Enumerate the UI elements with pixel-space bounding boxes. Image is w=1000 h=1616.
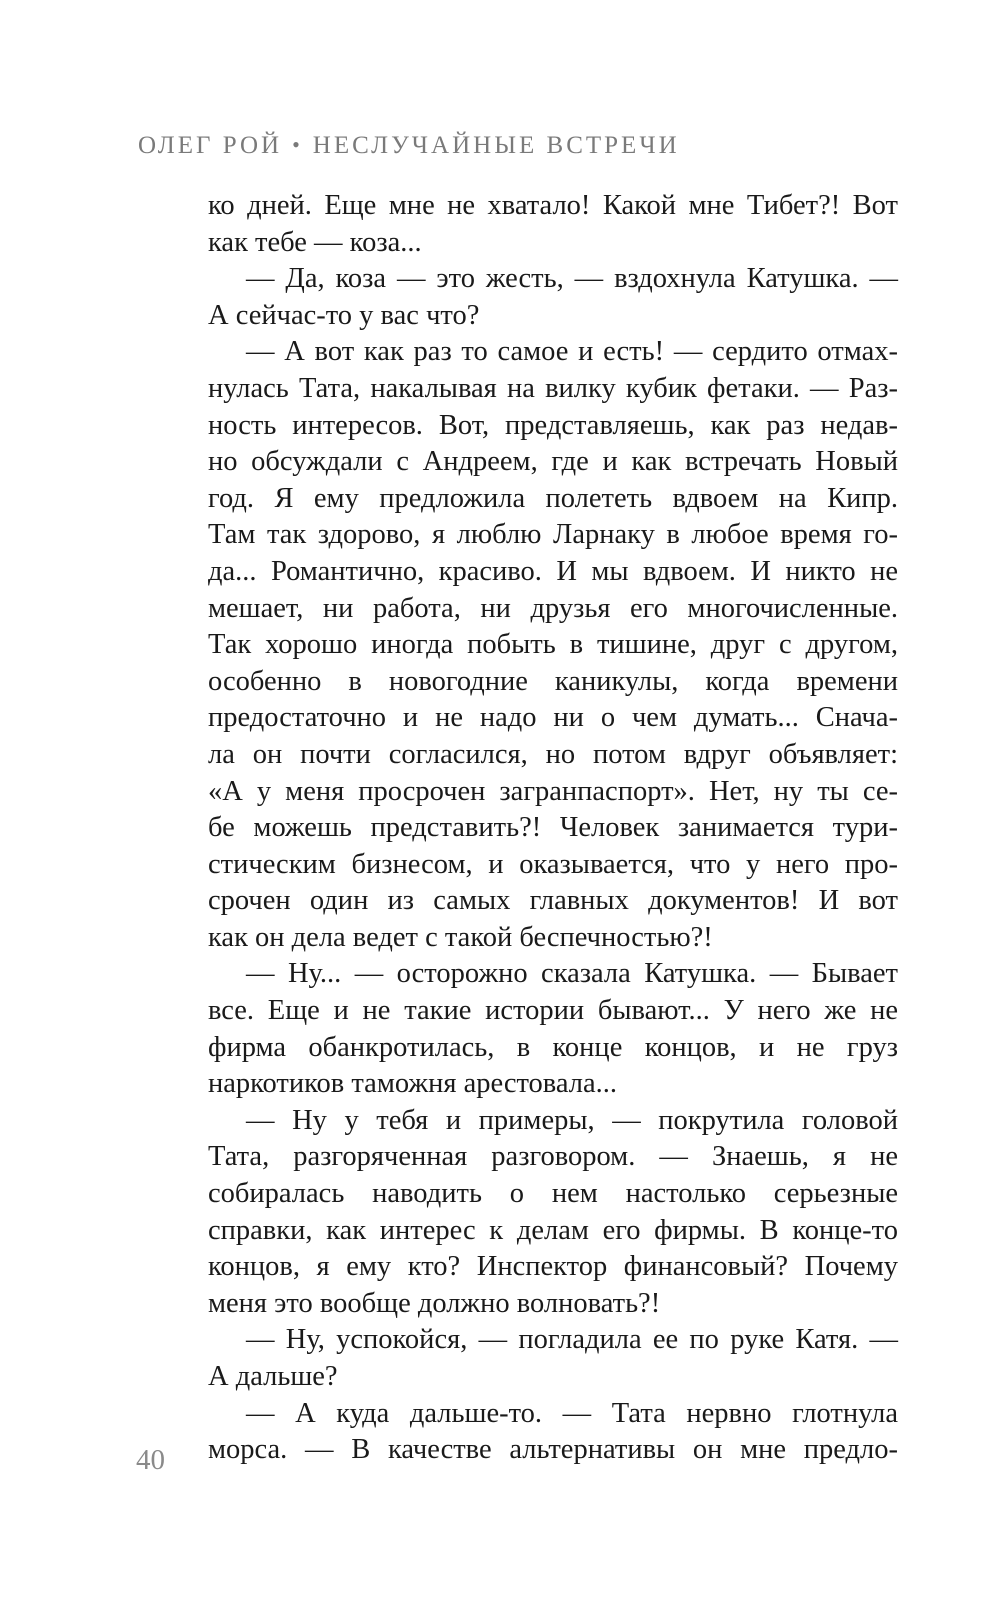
text-line: — Да, коза — это жесть, — вздохнула Катушка. — [246,263,898,295]
body-text [208,188,898,1469]
text-line: Так хорошо иногда побыть в тишине, друг с другом, [208,629,898,661]
text-line: А дальше? [208,1361,338,1392]
text-line: морса. — В качестве альтернативы он мне предло- [208,1434,898,1466]
text-line: «А у меня просрочен загранпаспорт». Нет, ну ты се- [208,775,898,807]
text-line: все. Еще и не такие истории бывают... У него же не [208,995,898,1027]
text-line: меня это вообще должно волновать?! [208,1287,661,1319]
text-line: Там так здорово, я люблю Ларнаку в любое время го- [208,519,898,551]
text-line: А сейчас-то у вас что? [208,299,480,331]
text-line: — Ну, успокойся, — погладила ее по руке Катя. — [246,1324,898,1356]
running-head-separator: • [292,132,303,157]
text-line: срочен один из самых главных документов! И вот [208,885,898,917]
text-line: как тебе — коза... [208,226,422,258]
running-head-title: НЕСЛУЧАЙНЫЕ ВСТРЕЧИ [312,132,680,159]
text-line: концов, я ему кто? Инспектор финансовый? Почему [208,1251,898,1283]
page-number: 40 [136,1444,165,1476]
text-line: ность интересов. Вот, представляешь, как раз недав- [208,409,898,441]
text-line: год. Я ему предложила полететь вдвоем на Кипр. [208,482,898,514]
text-line: Тата, разгоряченная разговором. — Знаешь, я не [208,1141,898,1173]
text-line: бе можешь представить?! Человек занимается тури- [208,812,898,844]
text-line: как он дела ведет с такой беспечностью?! [208,921,713,953]
text-line: собиралась наводить о нем настолько серьезные [208,1178,898,1210]
running-head [138,132,680,160]
text-line: фирма обанкротилась, в конце концов, и не груз [208,1031,898,1063]
running-head-author: ОЛЕГ РОЙ [138,132,283,159]
text-line: мешает, ни работа, ни друзья его многочисленные. [208,592,898,624]
text-line: наркотиков таможня арестовала... [208,1068,618,1100]
text-line: но обсуждали с Андреем, где и как встречать Новый [208,446,898,478]
text-line: ла он почти согласился, но потом вдруг объявляет: [208,738,898,770]
text-line: нулась Тата, накалывая на вилку кубик фетаки. — Раз- [208,372,898,404]
text-line: — Ну... — осторожно сказала Катушка. — Бывает [246,958,898,990]
text-line: предостаточно и не надо ни о чем думать... Снача- [208,702,898,734]
text-line: особенно в новогодние каникулы, когда времени [208,665,898,697]
text-line: — А вот как раз то самое и есть! — сердито отмах- [246,336,898,368]
text-line: справки, как интерес к делам его фирмы. В конце-то [208,1214,898,1246]
text-line: — А куда дальше-то. — Тата нервно глотнула [246,1397,898,1429]
text-line: да... Романтично, красиво. И мы вдвоем. И никто не [208,555,898,587]
text-line: ко дней. Еще мне не хватало! Какой мне Тибет?! Вот [208,190,898,221]
text-line: — Ну у тебя и примеры, — покрутила головой [246,1104,898,1136]
text-line: стическим бизнесом, и оказывается, что у него про- [208,848,898,880]
